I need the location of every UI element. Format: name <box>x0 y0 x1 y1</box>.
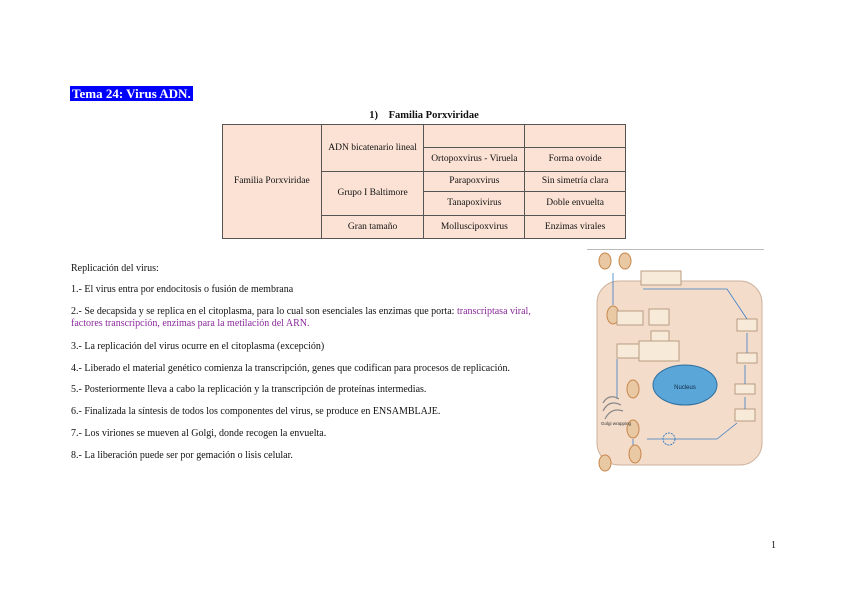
table-cell-genus: Molluscipoxvirus <box>424 216 525 239</box>
step-4: 4.- Liberado el material genético comienza la transcripción, genes que codifican para procesos de replicación. <box>71 363 510 374</box>
step-2 <box>71 306 591 330</box>
enzyme-box <box>639 341 679 361</box>
step-8: 8.- La liberación puede ser por gemación o lisis celular. <box>71 450 293 461</box>
section-name: Familia Porxviridae <box>388 110 479 121</box>
pathway-box <box>737 353 757 363</box>
nucleus-label: Nucleus <box>674 385 696 391</box>
virion-icon <box>627 380 639 398</box>
replication-heading: Replicación del virus: <box>71 263 159 274</box>
table-cell-genus: Ortopoxvirus - Viruela <box>424 148 525 172</box>
pathway-box <box>651 331 669 341</box>
step-2-enzymes-b: factores transcripción, enzimas para la metilación del ARN. <box>71 318 310 329</box>
poxviridae-table <box>222 124 626 239</box>
section-heading <box>0 110 848 121</box>
table-cell-genus-empty <box>424 125 525 148</box>
virion-icon <box>629 445 641 463</box>
table-cell-feature: Sin simetría clara <box>525 172 626 192</box>
table-cell-size: Gran tamaño <box>321 216 424 239</box>
table-cell-feature: Doble envuelta <box>525 192 626 216</box>
table-cell-feature: Forma ovoide <box>525 148 626 172</box>
step-1: 1.- El virus entra por endocitosis o fusión de membrana <box>71 284 294 295</box>
step-2-enzymes-a: transcriptasa viral, <box>456 306 531 317</box>
table-cell-genus: Parapoxvirus <box>424 172 525 192</box>
table-cell-baltimore: Grupo I Baltimore <box>321 172 424 216</box>
table-family-cell: Familia Porxviridae <box>223 125 322 239</box>
document-title: Tema 24: Virus ADN. <box>72 86 191 101</box>
step-2-text: 2.- Se decapsida y se replica en el citoplasma, para lo cual son esenciales las enzimas que porta: <box>71 306 457 317</box>
pathway-box <box>617 311 643 325</box>
step-5: 5.- Posteriormente lleva a cabo la replicación y la transcripción de proteínas intermedias. <box>71 384 427 395</box>
page-number: 1 <box>771 540 776 551</box>
section-number: 1) <box>369 110 378 121</box>
virion-icon <box>619 253 631 269</box>
pathway-box <box>649 309 669 325</box>
enzyme-box <box>641 271 681 285</box>
step-3: 3.- La replicación del virus ocurre en el citoplasma (excepción) <box>71 341 325 352</box>
pathway-box <box>737 319 757 331</box>
pathway-box <box>735 384 755 394</box>
step-7: 7.- Los viriones se mueven al Golgi, donde recogen la envuelta. <box>71 428 327 439</box>
golgi-label: Golgi wrapping <box>601 421 632 426</box>
table-cell-feature-empty <box>525 125 626 148</box>
table-cell-genome: ADN bicatenario lineal <box>321 125 424 172</box>
replication-cycle-figure <box>587 249 764 475</box>
virion-icon <box>599 455 611 471</box>
step-6: 6.- Finalizada la síntesis de todos los componentes del virus, se produce en ENSAMBLAJE. <box>71 406 441 417</box>
table-cell-genus: Tanapoxivirus <box>424 192 525 216</box>
virion-icon <box>599 253 611 269</box>
table-cell-feature: Enzimas virales <box>525 216 626 239</box>
pathway-box <box>735 409 755 421</box>
